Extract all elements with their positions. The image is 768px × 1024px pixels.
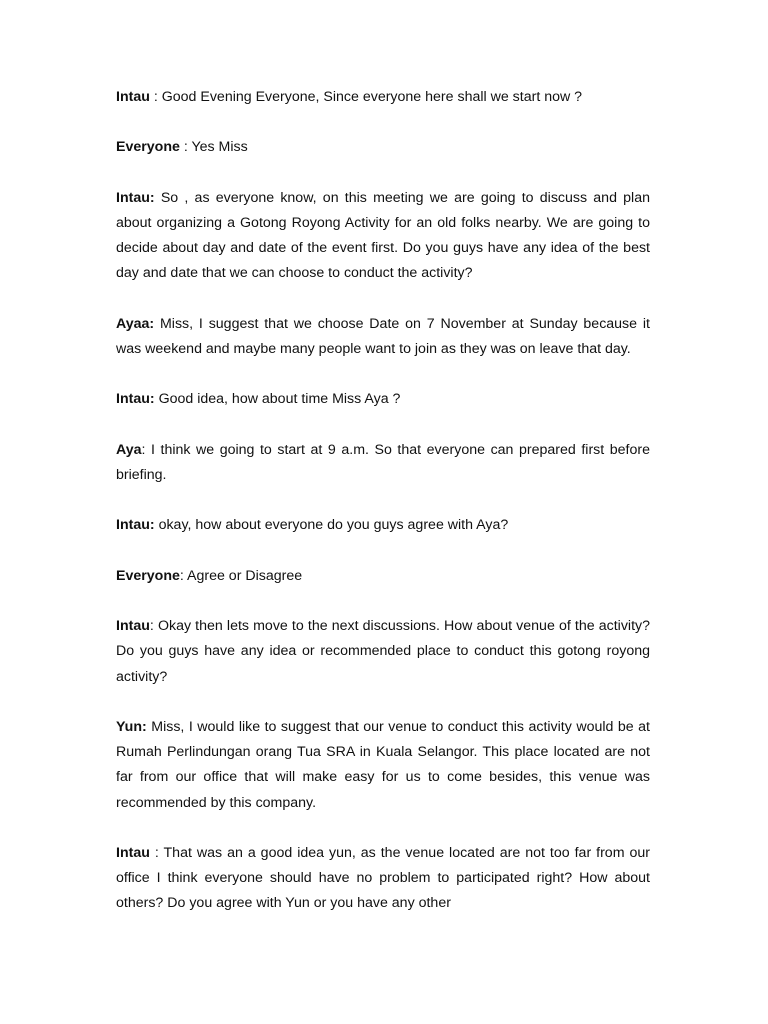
dialogue-line: [116, 564, 650, 589]
dialogue-line: [116, 135, 650, 160]
dialogue-text: So , as everyone know, on this meeting we are going to discuss and plan about organizing a Gotong Royong Activity for an old folks nearby. We are going to decide about day and date of the event first. Do you guys have any idea of the best day and date that we can choose to conduct the activity?: [116, 189, 650, 282]
dialogue-text: okay, how about everyone do you guys agree with Aya?: [158, 517, 509, 534]
dialogue-line: [116, 186, 650, 287]
speaker-separator: :: [179, 567, 187, 584]
dialogue-text: Okay then lets move to the next discussions. How about venue of the activity? Do you guys have any idea or recommended place to conduct this gotong royong activity?: [116, 618, 650, 685]
dialogue-text: Good Evening Everyone, Since everyone here shall we start now ?: [161, 89, 583, 105]
speaker-separator: :: [141, 441, 151, 458]
speaker-name: Intau: [116, 89, 150, 105]
dialogue-text: Miss, I suggest that we choose Date on 7 November at Sunday because it was weekend and maybe many people want to join as they was on leave that day.: [116, 315, 650, 357]
dialogue-line: [116, 387, 650, 412]
speaker-name: Intau:: [116, 189, 155, 206]
dialogue-line: [116, 85, 650, 110]
dialogue-line: [116, 614, 650, 690]
speaker-name: Ayaa:: [116, 315, 155, 332]
speaker-name: Intau:: [116, 517, 155, 534]
dialogue-text: Yes Miss: [191, 139, 248, 156]
speaker-separator: :: [149, 89, 162, 105]
speaker-separator: :: [149, 844, 164, 861]
dialogue-text: Good idea, how about time Miss Aya ?: [158, 391, 401, 408]
speaker-name: Everyone: [116, 139, 180, 156]
dialogue-text: I think we going to start at 9 a.m. So that everyone can prepared first before briefing.: [116, 441, 650, 483]
speaker-name: Intau: [116, 844, 150, 861]
dialogue-line: [116, 841, 650, 917]
speaker-separator: :: [179, 139, 192, 156]
speaker-name: Intau: [116, 618, 150, 635]
speaker-name: Aya: [116, 441, 142, 458]
dialogue-line: [116, 513, 650, 538]
dialogue-text: Miss, I would like to suggest that our venue to conduct this activity would be at Rumah Perlindungan orang Tua SRA in Kuala Selangor. This place located are not far from our office that will make easy for us to come besides, this venue was recommended by this company.: [116, 718, 650, 811]
dialogue-text: That was an a good idea yun, as the venue located are not too far from our office I think everyone should have no problem to participated right? How about others? Do you agree with Yun or you have any other: [116, 844, 650, 912]
dialogue-line: [116, 715, 650, 816]
dialogue-line: [116, 312, 650, 362]
speaker-name: Yun:: [116, 718, 147, 735]
speaker-name: Everyone: [116, 567, 180, 584]
speaker-name: Intau:: [116, 391, 155, 408]
dialogue-text: Agree or Disagree: [187, 567, 303, 584]
speaker-separator: :: [149, 618, 158, 635]
dialogue-line: [116, 438, 650, 488]
